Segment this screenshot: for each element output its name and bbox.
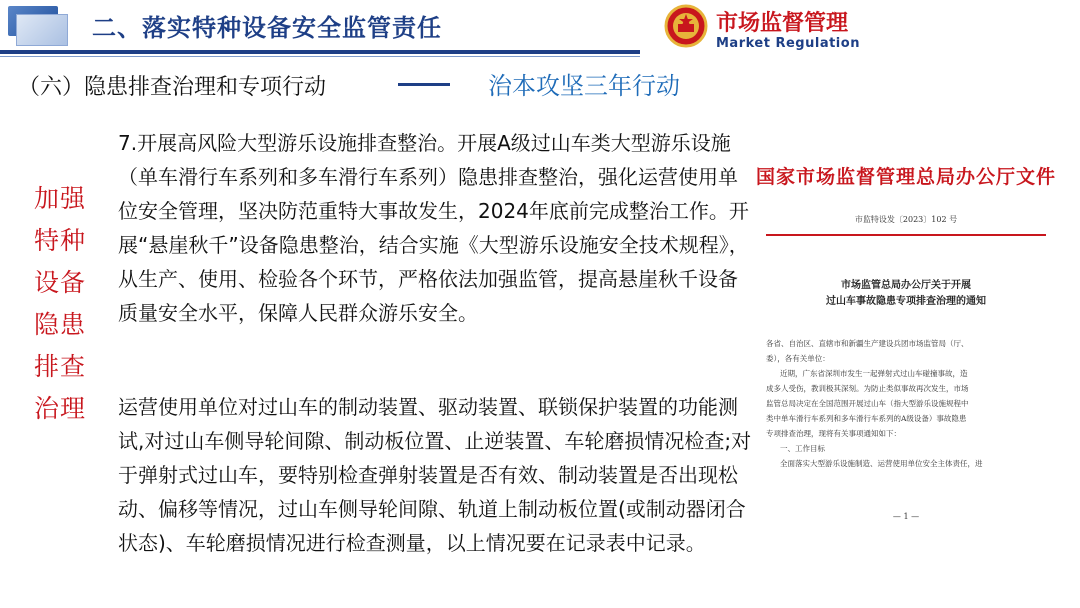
- section-heading: （六）隐患排查治理和专项行动: [18, 75, 327, 100]
- side-label-line: 治理: [34, 394, 87, 423]
- doc-body-line: 近期，广东省深圳市发生一起弹射式过山车碰撞事故，造: [780, 369, 968, 378]
- doc-title: [756, 278, 1056, 310]
- logo-text-cn: 市场监督管理: [716, 11, 849, 36]
- side-label: [34, 178, 94, 430]
- doc-body-line: 专项排查治理，现将有关事项通知如下：: [766, 429, 901, 438]
- doc-body-line: 一、工作目标: [780, 444, 825, 453]
- side-label-line: 特种: [34, 226, 87, 255]
- body-paragraph-2: 运营使用单位对过山车的制动装置、驱动装置、联锁保护装置的功能测试,对过山车侧导轮间隙、制动板位置、止逆装置、车轮磨损情况检查;对于弹射式过山车，要特别检查弹射装置是否有效、制动装置是否出现松动、偏移等情况，过山车侧导轮间隙、轨道上制动板位置(或制动器闭合状态)、车轮磨损情况进行检查测量，以上情况要在记录表中记录。: [118, 395, 752, 555]
- page-title: 二、落实特种设备安全监管责任: [92, 14, 442, 42]
- header-decoration: [8, 6, 64, 42]
- logo-text-en: Market Regulation: [716, 36, 860, 51]
- doc-page-number: — 1 —: [892, 512, 920, 521]
- doc-title-line: 市场监管总局办公厅关于开展: [841, 280, 971, 291]
- side-label-line: 加强: [34, 184, 87, 213]
- doc-body-line: 全面落实大型游乐设施制造、运营使用单位安全主体责任，进: [780, 459, 983, 468]
- doc-body-line: 成多人受伤，教训极其深刻。为防止类似事故再次发生，市场: [766, 384, 969, 393]
- doc-body-line: 委），各有关单位：: [766, 354, 830, 363]
- brand-logo: [664, 4, 1080, 56]
- doc-body-line: 各省、自治区、直辖市和新疆生产建设兵团市场监管局（厅、: [766, 339, 969, 348]
- section-dash: [398, 83, 450, 86]
- doc-header: 国家市场监督管理总局办公厅文件: [756, 166, 1056, 188]
- national-emblem-icon: [664, 4, 708, 48]
- doc-title-line: 过山车事故隐患专项排查治理的通知: [826, 296, 986, 307]
- body-paragraph-1: 7.开展高风险大型游乐设施排查整治。开展A级过山车类大型游乐设施（单车滑行车系列和多车滑行车系列）隐患排查整治，强化运营使用单位安全管理，坚决防范重特大事故发生，2024年底前完成整治工作。开展“悬崖秋千”设备隐患整治，结合实施《大型游乐设施安全技术规程》，从生产、使用、检验各个环节，严格依法加强监管，提高悬崖秋千设备质量安全水平，保障人民群众游乐安全。: [118, 131, 749, 325]
- doc-red-rule: [766, 234, 1046, 236]
- doc-body-line: 监管总局决定在全国范围开展过山车（指大型游乐设施规程中: [766, 399, 969, 408]
- doc-body-line: 类中单车滑行车系列和多车滑行车系列的A级设备）事故隐患: [766, 414, 967, 423]
- decor-block-light: [16, 14, 68, 46]
- doc-number: 市监特设发〔2023〕102 号: [854, 215, 958, 224]
- side-label-line: 隐患: [34, 310, 87, 339]
- title-underline: [0, 50, 640, 54]
- official-document-image: [756, 142, 1056, 532]
- side-label-line: 排查: [34, 352, 87, 381]
- side-label-line: 设备: [34, 268, 87, 297]
- action-title: 治本攻坚三年行动: [488, 72, 680, 100]
- title-underline-thin: [0, 56, 640, 57]
- doc-body: [766, 336, 1048, 471]
